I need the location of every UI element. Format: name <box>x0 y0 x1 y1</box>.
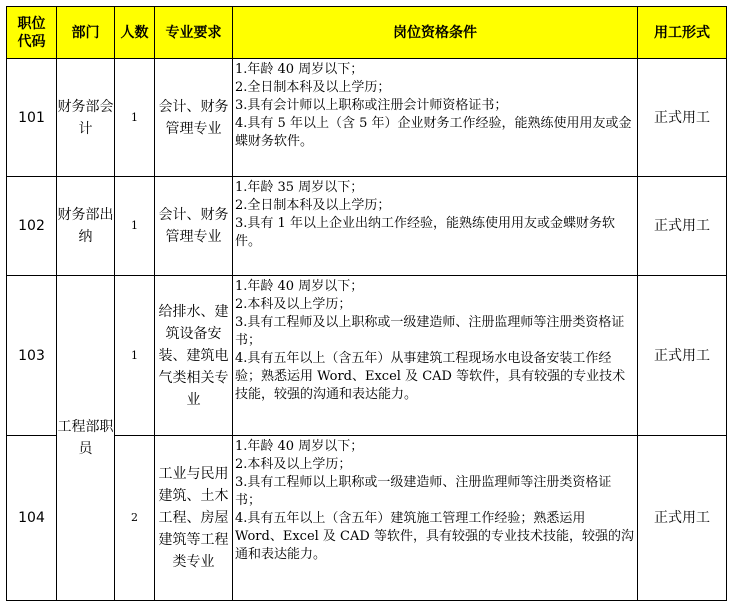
header-qualifications: 岗位资格条件 <box>233 7 638 59</box>
requirement-item: 2.本科及以上学历； <box>235 457 352 472</box>
requirement-item: 1.年龄 40 周岁以下； <box>235 439 364 454</box>
requirement-item: 1.年龄 40 周岁以下； <box>235 279 364 294</box>
row-dept: 财务部出纳 <box>57 177 115 276</box>
row-major: 给排水、建筑设备安装、建筑电气类相关专业 <box>155 276 233 436</box>
row-code: 102 <box>7 177 57 276</box>
requirement-item: 2.全日制本科及以上学历； <box>235 198 391 213</box>
row-employment: 正式用工 <box>638 276 727 436</box>
table-row <box>7 177 727 276</box>
requirement-item: 4.具有 5 年以上（含 5 年）企业财务工作经验，能熟练使用用友或金蝶财务软件。 <box>235 116 632 149</box>
requirement-item: 3.具有工程师及以上职称或一级建造师、注册监理师等注册类资格证书； <box>235 315 625 348</box>
requirement-item: 3.具有会计师以上职称或注册会计师资格证书； <box>235 98 508 113</box>
header-row <box>7 7 727 59</box>
header-major: 专业要求 <box>155 7 233 59</box>
requirement-item: 2.全日制本科及以上学历； <box>235 80 391 95</box>
row-requirements <box>233 276 638 436</box>
row-count: 2 <box>115 436 155 601</box>
row-employment: 正式用工 <box>638 436 727 601</box>
row-employment: 正式用工 <box>638 177 727 276</box>
table-row <box>7 436 727 601</box>
requirement-item: 3.具有工程师以上职称或一级建造师、注册监理师等注册类资格证书； <box>235 475 612 508</box>
requirement-item: 4.具有五年以上（含五年）建筑施工管理工作经验；熟悉运用 Word、Excel 及 CAD 等软件，具有较强的专业技术技能，较强的沟通和表达能力。 <box>235 511 634 562</box>
requirement-item: 1.年龄 40 周岁以下； <box>235 62 364 77</box>
requirement-item: 2.本科及以上学历； <box>235 297 352 312</box>
row-dept-merged: 工程部职员 <box>57 276 115 601</box>
row-major: 工业与民用建筑、土木工程、房屋建筑等工程类专业 <box>155 436 233 601</box>
table-row <box>7 59 727 177</box>
row-employment: 正式用工 <box>638 59 727 177</box>
row-requirements <box>233 436 638 601</box>
row-count: 1 <box>115 59 155 177</box>
row-code: 101 <box>7 59 57 177</box>
row-count: 1 <box>115 177 155 276</box>
row-code: 104 <box>7 436 57 601</box>
row-major: 会计、财务管理专业 <box>155 59 233 177</box>
table-row <box>7 276 727 436</box>
row-code: 103 <box>7 276 57 436</box>
requirement-item: 3.具有 1 年以上企业出纳工作经验，能熟练使用用友或金蝶财务软件。 <box>235 216 615 249</box>
header-code: 职位代码 <box>7 7 57 59</box>
row-requirements <box>233 177 638 276</box>
requirement-item: 1.年龄 35 周岁以下； <box>235 180 364 195</box>
header-count: 人数 <box>115 7 155 59</box>
header-employment: 用工形式 <box>638 7 727 59</box>
requirement-item: 4.具有五年以上（含五年）从事建筑工程现场水电设备安装工作经验；熟悉运用 Word、Excel 及 CAD 等软件，具有较强的专业技术技能，较强的沟通和表达能力。 <box>235 351 626 402</box>
header-dept: 部门 <box>57 7 115 59</box>
row-count: 1 <box>115 276 155 436</box>
job-requirements-table <box>6 6 727 601</box>
row-major: 会计、财务管理专业 <box>155 177 233 276</box>
row-requirements <box>233 59 638 177</box>
row-dept: 财务部会计 <box>57 59 115 177</box>
